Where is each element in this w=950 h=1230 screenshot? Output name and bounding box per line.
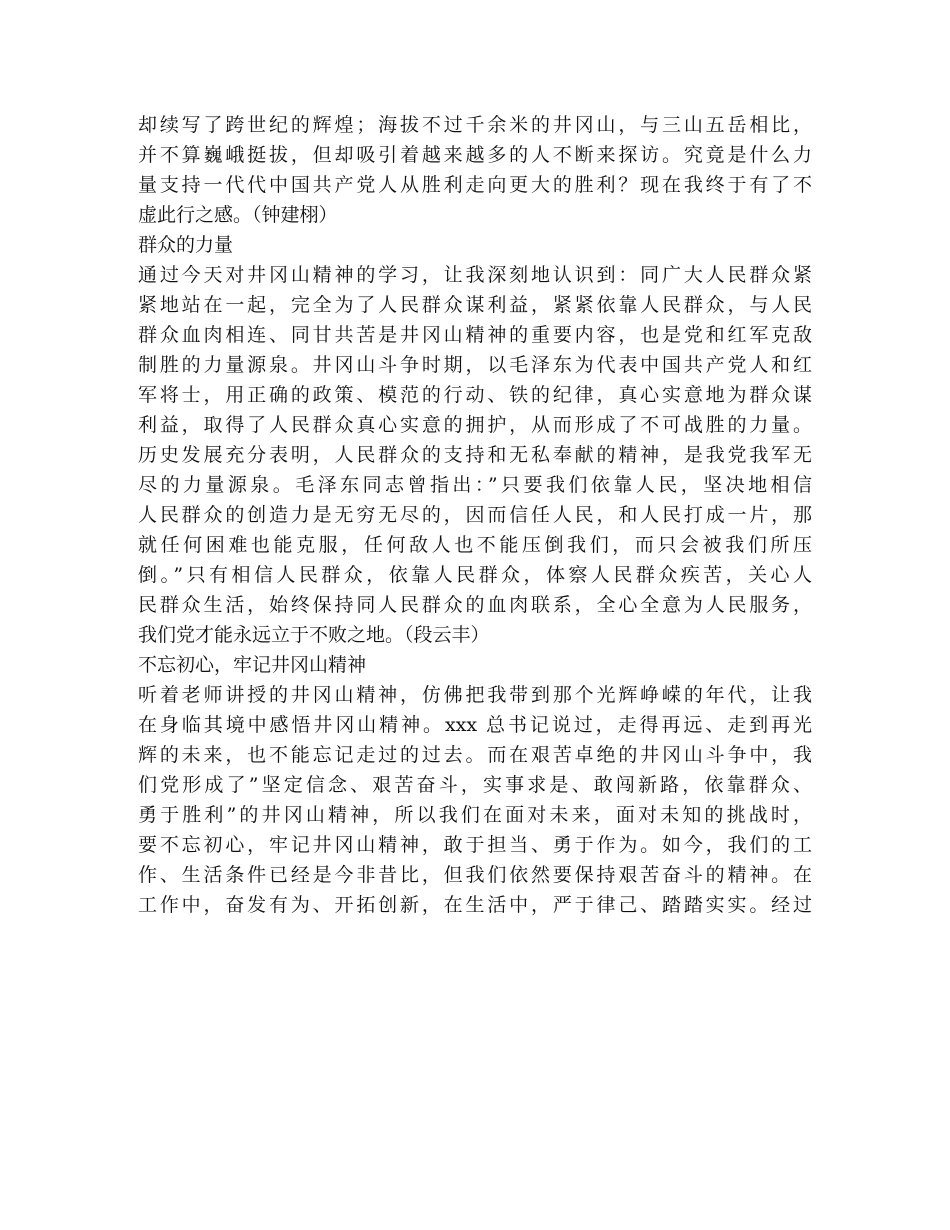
paragraph-line: 紧地站在一起，完全为了人民群众谋利益，紧紧依靠人民群众，与人民 xyxy=(138,294,812,316)
paragraph-line: 民群众生活，始终保持同人民群众的血肉联系，全心全意为人民服务， xyxy=(138,594,812,616)
paragraph-line: 人民群众的创造力是无穷无尽的，因而信任人民，和人民打成一片，那 xyxy=(138,504,812,526)
section-heading: 群众的力量 xyxy=(138,234,234,256)
paragraph-line: 勇于胜利”的井冈山精神，所以我们在面对未来，面对未知的挑战时， xyxy=(138,804,812,826)
section-2 xyxy=(138,230,818,650)
paragraph-line: 工作中，奋发有为、开拓创新，在生活中，严于律己、踏踏实实。经过 xyxy=(138,894,812,916)
paragraph-line: 群众血肉相连、同甘共苦是井冈山精神的重要内容，也是党和红军克敌 xyxy=(138,324,812,346)
paragraph-line: 在身临其境中感悟井冈山精神。xxx 总书记说过，走得再远、走到再光 xyxy=(138,714,812,736)
paragraph-line: 并不算巍峨挺拔，但却吸引着越来越多的人不断来探访。究竟是什么力 xyxy=(138,144,812,166)
paragraph-line: 量支持一代代中国共产党人从胜利走向更大的胜利？现在我终于有了不 xyxy=(138,174,812,196)
paragraph-line: 军将士，用正确的政策、模范的行动、铁的纪律，真心实意地为群众谋 xyxy=(138,384,812,406)
paragraph-line: 辉的未来，也不能忘记走过的过去。而在艰苦卓绝的井冈山斗争中，我 xyxy=(138,744,812,766)
paragraph-line: 我们党才能永远立于不败之地。（段云丰） xyxy=(138,624,490,646)
section-1 xyxy=(138,110,818,230)
paragraph-line: 虚此行之感。（钟建栩） xyxy=(138,204,338,226)
paragraph-line: 通过今天对井冈山精神的学习，让我深刻地认识到：同广大人民群众紧 xyxy=(138,264,812,286)
paragraph-line: 制胜的力量源泉。井冈山斗争时期，以毛泽东为代表中国共产党人和红 xyxy=(138,354,812,376)
paragraph-line: 要不忘初心，牢记井冈山精神，敢于担当、勇于作为。如今，我们的工 xyxy=(138,834,812,856)
paragraph-line: 却续写了跨世纪的辉煌；海拔不过千余米的井冈山，与三山五岳相比， xyxy=(138,114,812,136)
paragraph-line: 听着老师讲授的井冈山精神，仿佛把我带到那个光辉峥嵘的年代，让我 xyxy=(138,684,812,706)
paragraph-line: 历史发展充分表明，人民群众的支持和无私奉献的精神，是我党我军无 xyxy=(138,444,812,466)
paragraph-line: 们党形成了”坚定信念、艰苦奋斗，实事求是、敢闯新路，依靠群众、 xyxy=(138,774,812,796)
section-heading: 不忘初心，牢记井冈山精神 xyxy=(138,654,367,676)
paragraph-line: 倒。”只有相信人民群众，依靠人民群众，体察人民群众疾苦，关心人 xyxy=(138,564,812,586)
paragraph-line: 就任何困难也能克服，任何敌人也不能压倒我们，而只会被我们所压 xyxy=(138,534,812,556)
paragraph-line: 尽的力量源泉。毛泽东同志曾指出：”只要我们依靠人民，坚决地相信 xyxy=(138,474,812,496)
paragraph-line: 作、生活条件已经是今非昔比，但我们依然要保持艰苦奋斗的精神。在 xyxy=(138,864,812,886)
paragraph-line: 利益，取得了人民群众真心实意的拥护，从而形成了不可战胜的力量。 xyxy=(138,414,812,436)
section-3 xyxy=(138,650,818,920)
document-page xyxy=(138,110,818,920)
